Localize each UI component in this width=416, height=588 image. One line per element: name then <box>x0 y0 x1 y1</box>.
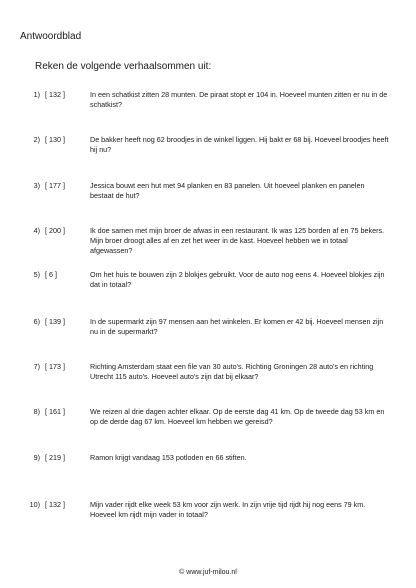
problem-number: 6) <box>33 317 40 326</box>
instruction-text: Reken de volgende verhaalsommen uit: <box>35 61 212 72</box>
page-title: Antwoordblad <box>20 31 82 42</box>
problem-text: Ramon krijgt vandaag 153 potloden en 66 stiften. <box>90 453 247 462</box>
problem-answer: [ 161 ] <box>45 407 65 416</box>
problem-answer: [ 132 ] <box>45 500 65 509</box>
copyright-footer: © www.juf-milou.nl <box>179 569 237 576</box>
problem-answer: [ 130 ] <box>45 135 65 144</box>
problem-number: 8) <box>33 407 40 416</box>
problem-answer: [ 139 ] <box>45 317 65 326</box>
problem-answer: [ 219 ] <box>45 453 65 462</box>
problem-answer: [ 173 ] <box>45 362 65 371</box>
problem-text: Mijn vader rijdt elke week 53 km voor zijn werk. In zijn vrije tijd rijdt hij nog eens 79 km. Hoeveel km rijdt mijn vader in totaal? <box>90 500 366 519</box>
problem-number: 2) <box>33 135 40 144</box>
problem-answer: [ 177 ] <box>45 181 65 190</box>
problem-text: Jessica bouwt een hut met 94 planken en 83 panelen. Uit hoeveel planken en panelen bestaat de hut? <box>90 181 365 200</box>
problem-answer: [ 200 ] <box>45 226 65 235</box>
problem-number: 3) <box>33 181 40 190</box>
problem-text: Om het huis te bouwen zijn 2 blokjes gebruikt. Voor de auto nog eens 4. Hoeveel blokjes zijn dat in totaal? <box>90 270 385 289</box>
problem-text: Ik doe samen met mijn broer de afwas in een restaurant. Ik was 125 borden af en 75 bekers. Mijn broer droogt alles af en zet het weer in de kast. Hoeveel hebben we in totaal afgewassen? <box>90 226 385 255</box>
problem-text: In een schatkist zitten 28 munten. De piraat stopt er 104 in. Hoeveel munten zitten er nu in de schatkist? <box>90 90 388 109</box>
problem-text: Richting Amsterdam staat een file van 30 auto's. Richting Groningen 28 auto's en richting Utrecht 115 auto's. Hoeveel auto's zijn dat bij elkaar? <box>90 362 374 381</box>
problem-text: De bakker heeft nog 62 broodjes in de winkel liggen. Hij bakt er 68 bij. Hoeveel broodjes heeft hij nu? <box>90 135 389 154</box>
problem-answer: [ 6 ] <box>45 270 57 279</box>
problem-number: 9) <box>33 453 40 462</box>
problem-text: We reizen al drie dagen achter elkaar. Op de eerste dag 41 km. Op de tweede dag 53 km en op de derde dag 67 km. Hoeveel km hebben we gereisd? <box>90 407 385 426</box>
problem-text: In de supermarkt zijn 97 mensen aan het winkelen. Er komen er 42 bij. Hoeveel mensen zijn nu in de supermarkt? <box>90 317 384 336</box>
problem-answer: [ 132 ] <box>45 90 65 99</box>
problem-number: 4) <box>33 226 40 235</box>
problem-number: 5) <box>33 270 40 279</box>
problem-number: 7) <box>33 362 40 371</box>
problem-number: 1) <box>33 90 40 99</box>
problem-number: 10) <box>29 500 40 509</box>
